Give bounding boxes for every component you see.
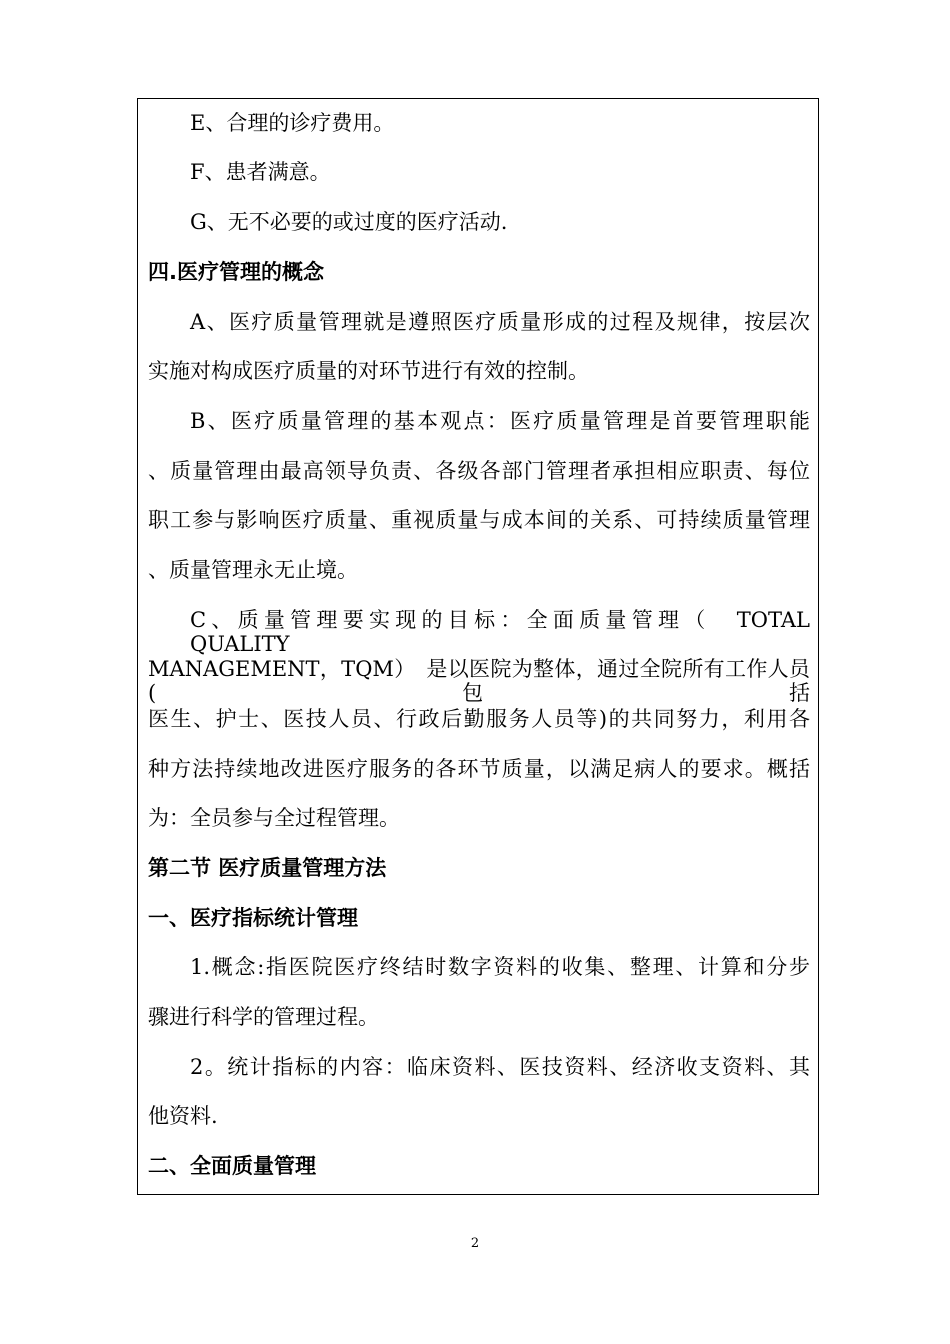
paragraph-b-line-3: 职工参与影响医疗质量、重视质量与成本间的关系、可持续质量管理 <box>148 508 810 532</box>
item-f: F、患者满意。 <box>190 160 331 184</box>
paragraph-2-line-2: 他资料. <box>148 1104 218 1128</box>
paragraph-c-line-4: 种方法持续地改进医疗服务的各环节质量，以满足病人的要求。概括 <box>148 757 810 781</box>
paragraph-b-line-2: 、质量管理由最高领导负责、各级各部门管理者承担相应职责、每位 <box>148 459 810 483</box>
chapter-heading: 第二节 医疗质量管理方法 <box>148 856 387 880</box>
paragraph-c-line-2: MANAGEMENT，TQM） 是以医院为整体，通过全院所有工作人员(包括 <box>148 657 810 705</box>
paragraph-b-line-1: B、医疗质量管理的基本观点：医疗质量管理是首要管理职能 <box>190 409 810 433</box>
section-heading-4: 四.医疗管理的概念 <box>148 260 324 284</box>
item-e: E、合理的诊疗费用。 <box>190 111 395 135</box>
paragraph-c-line-3: 医生、护士、医技人员、行政后勤服务人员等)的共同努力，利用各 <box>148 707 810 731</box>
page-number: 2 <box>470 1236 480 1251</box>
paragraph-c-line-5: 为：全员参与全过程管理。 <box>148 806 400 830</box>
paragraph-c-line-1: C、质量管理要实现的目标：全面质量管理（ TOTAL QUALITY <box>190 608 831 656</box>
paragraph-1-line-2: 骤进行科学的管理过程。 <box>148 1005 379 1029</box>
section-heading-1: 一、医疗指标统计管理 <box>148 906 358 930</box>
paragraph-1-line-1: 1.概念:指医院医疗终结时数字资料的收集、整理、计算和分步 <box>190 955 810 979</box>
paragraph-2-line-1: 2。统计指标的内容：临床资料、医技资料、经济收支资料、其 <box>190 1055 810 1079</box>
paragraph-a-line-1: A、医疗质量管理就是遵照医疗质量形成的过程及规律，按层次 <box>190 310 810 334</box>
section-heading-2: 二、全面质量管理 <box>148 1154 316 1178</box>
content-frame <box>137 98 831 1195</box>
paragraph-a-line-2: 实施对构成医疗质量的对环节进行有效的控制。 <box>148 359 589 383</box>
item-g: G、无不必要的或过度的医疗活动. <box>190 210 508 234</box>
paragraph-b-line-4: 、质量管理永无止境。 <box>148 558 358 582</box>
